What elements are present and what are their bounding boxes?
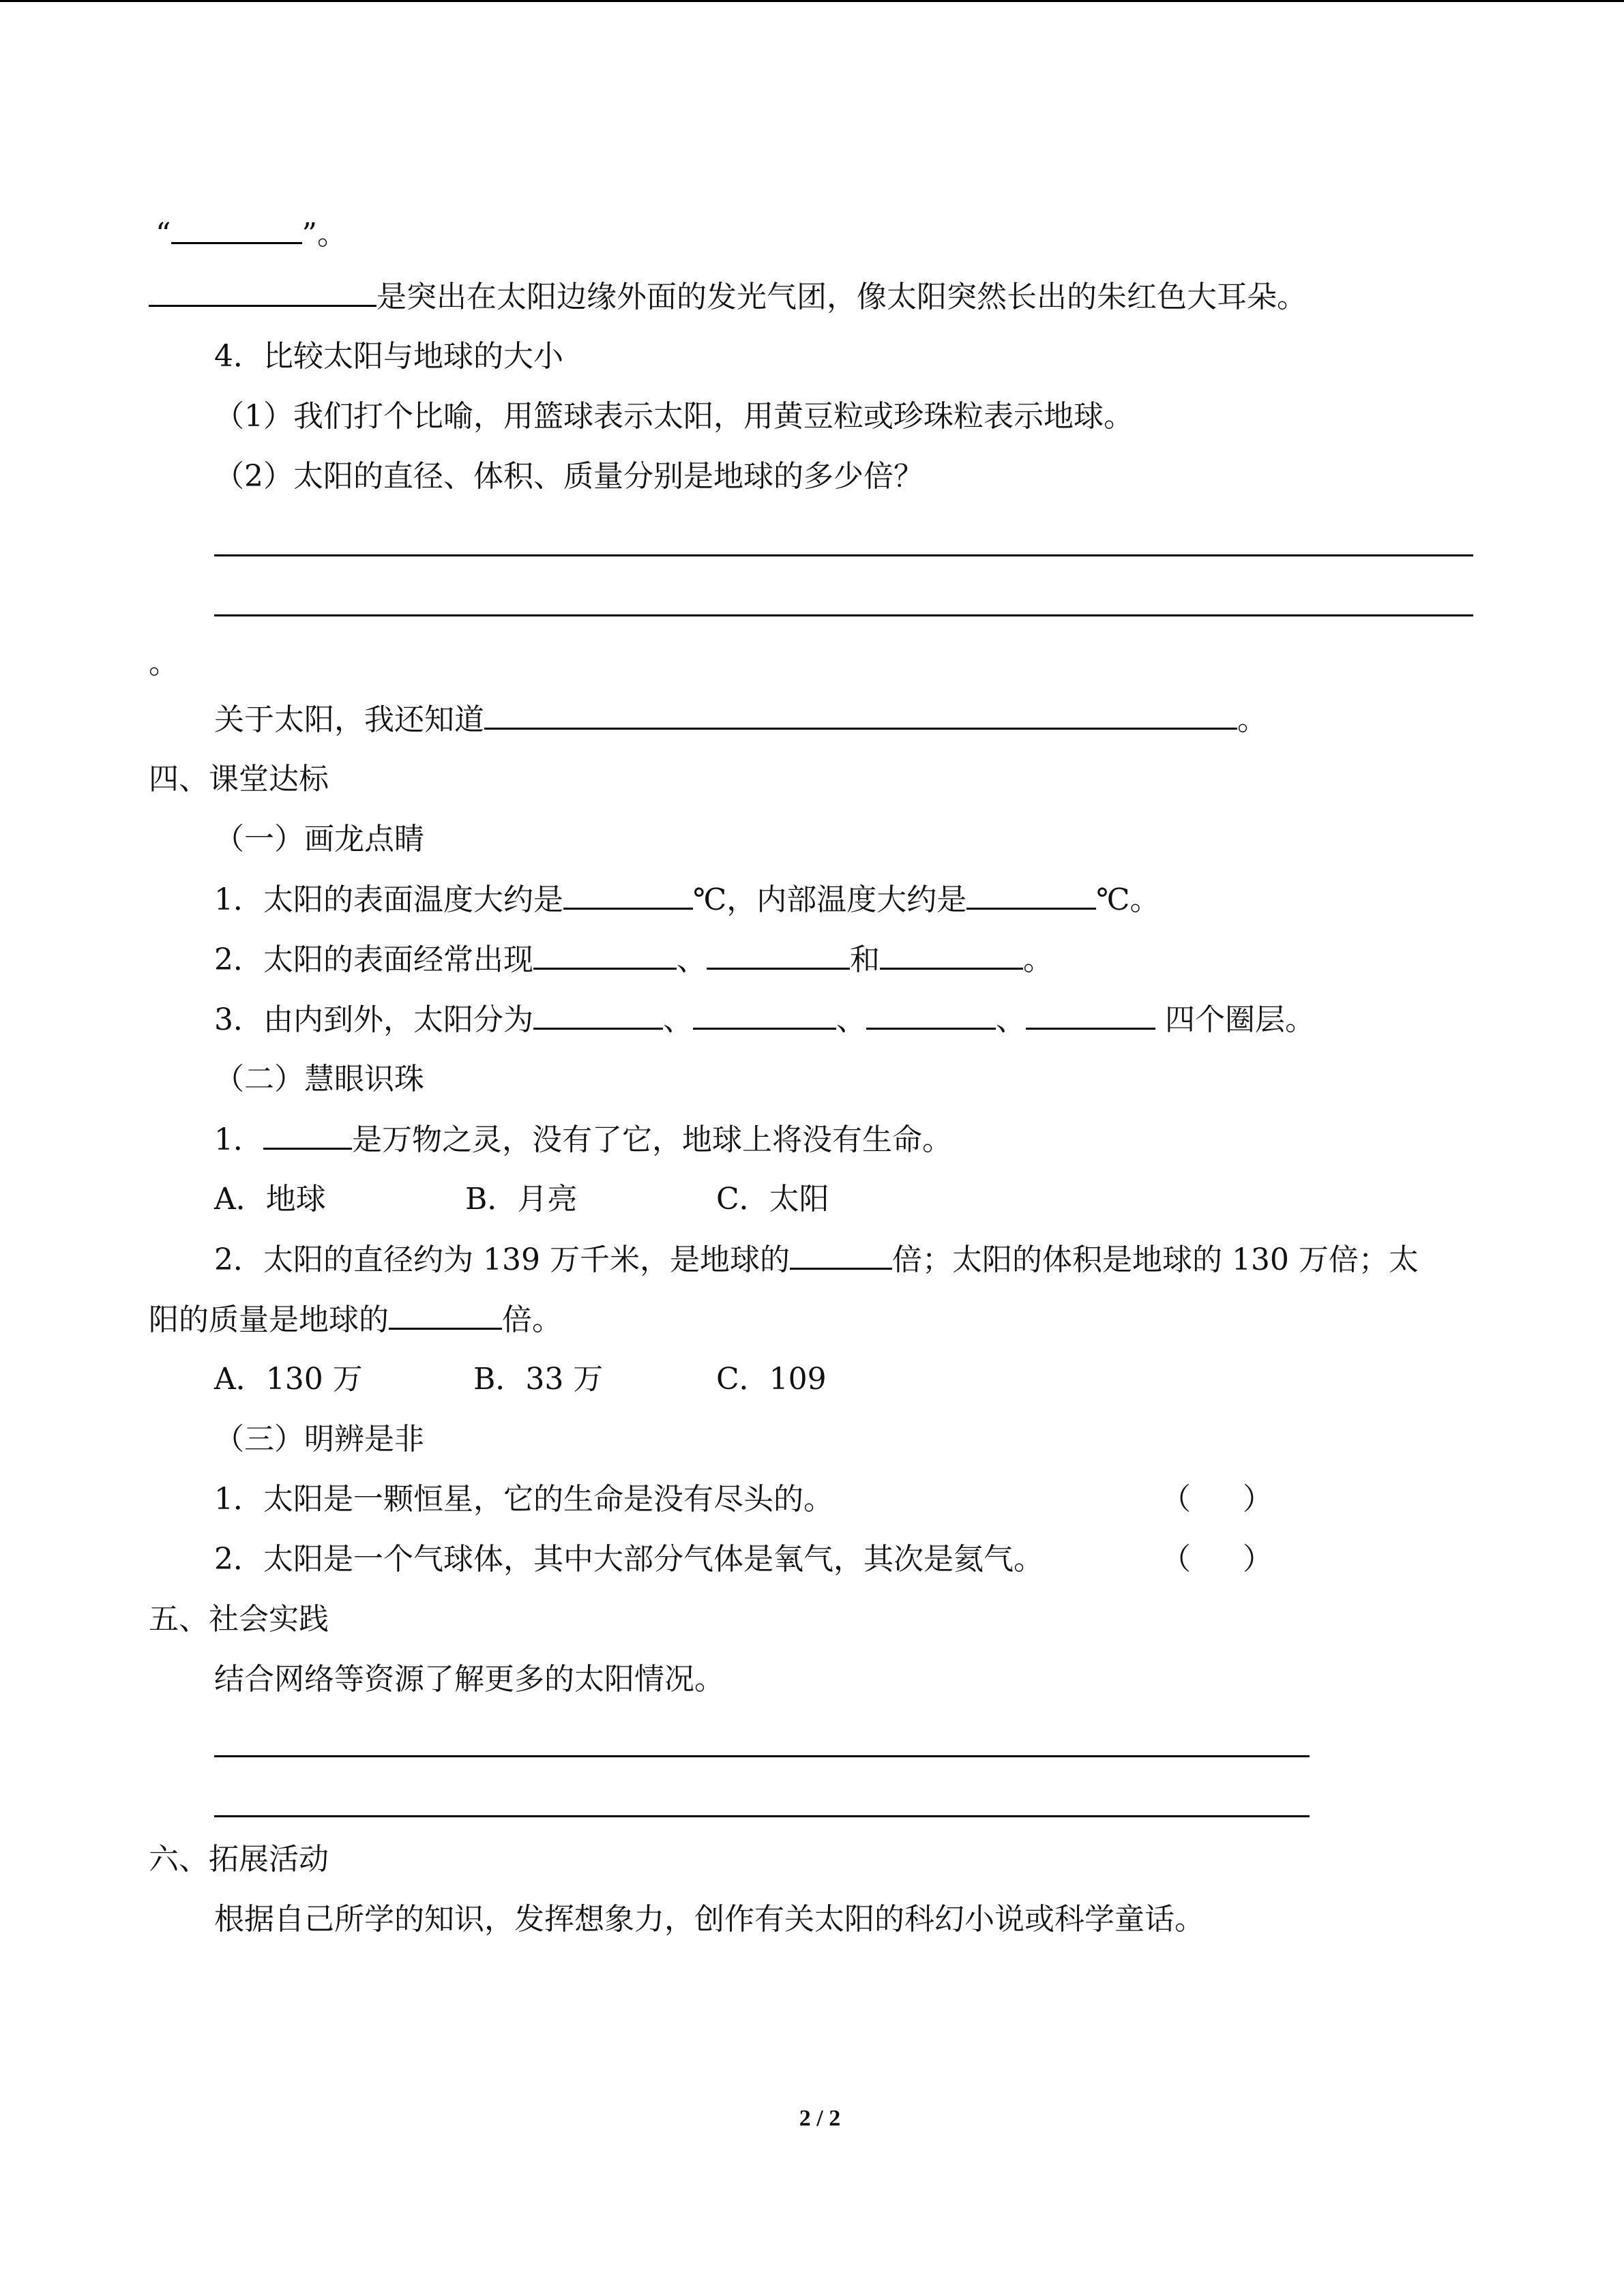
answer-blank[interactable] xyxy=(707,939,850,970)
item4-sub1: （1）我们打个比喻，用篮球表示太阳，用黄豆粒或珍珠粒表示地球。 xyxy=(214,399,1134,434)
separator: 、 xyxy=(663,1002,693,1037)
answer-blank[interactable] xyxy=(263,1119,352,1150)
choice-q1 xyxy=(214,1119,952,1160)
answer-blank[interactable] xyxy=(563,879,693,910)
q-text: 和 xyxy=(850,942,880,977)
answer-parens[interactable] xyxy=(1161,1479,1273,1520)
answer-blank[interactable] xyxy=(171,213,302,244)
judge-q2: 2．太阳是一个气球体，其中大部分气体是氧气，其次是氦气。 xyxy=(214,1542,1044,1577)
answer-blank[interactable] xyxy=(966,879,1096,910)
part2-title: （二）慧眼识珠 xyxy=(214,1062,424,1097)
answer-blank[interactable] xyxy=(790,1239,892,1270)
part3-title: （三）明辨是非 xyxy=(214,1422,424,1457)
answer-rule[interactable] xyxy=(214,1815,1310,1817)
answer-blank[interactable] xyxy=(533,939,677,970)
q-text: 1． xyxy=(214,1122,263,1157)
prominence-text: 是突出在太阳边缘外面的发光气团，像太阳突然长出的朱红色大耳朵。 xyxy=(377,280,1307,314)
paren-open: （ xyxy=(1161,1482,1191,1517)
option-a[interactable]: A．130 万 xyxy=(214,1362,363,1397)
fill-q3 xyxy=(214,999,1315,1040)
option-b[interactable]: B．33 万 xyxy=(473,1362,604,1397)
answer-blank[interactable] xyxy=(880,939,1023,970)
know-prefix: 关于太阳，我还知道 xyxy=(214,702,484,737)
quote-close: ”。 xyxy=(301,217,347,252)
part1-title: （一）画龙点睛 xyxy=(214,822,424,856)
option-c[interactable]: C．太阳 xyxy=(716,1182,829,1217)
q-text: 。 xyxy=(1023,942,1053,977)
paren-close: ） xyxy=(1243,1482,1273,1517)
q-text: 2．太阳的表面经常出现 xyxy=(214,942,533,977)
answer-blank[interactable] xyxy=(149,276,377,307)
q-text: 1．太阳的表面温度大约是 xyxy=(214,882,563,917)
option-c[interactable]: C．109 xyxy=(716,1362,827,1397)
quote-open: “ xyxy=(156,217,171,252)
fill-q1 xyxy=(214,879,1160,920)
answer-blank[interactable] xyxy=(693,999,836,1030)
answer-rule[interactable] xyxy=(214,554,1473,556)
choice-q2-line1 xyxy=(214,1239,1419,1280)
item4-title: 4．比较太阳与地球的大小 xyxy=(214,339,563,374)
separator: 、 xyxy=(677,942,707,977)
q-text: 是万物之灵，没有了它，地球上将没有生命。 xyxy=(352,1122,952,1157)
section6-text: 根据自己所学的知识，发挥想象力，创作有关太阳的科幻小说或科学童话。 xyxy=(214,1902,1205,1937)
section6-title: 六、拓展活动 xyxy=(149,1842,329,1877)
q-text: 阳的质量是地球的 xyxy=(149,1302,389,1337)
q-text: 2．太阳的直径约为 139 万千米，是地球的 xyxy=(214,1242,790,1277)
paren-open: （ xyxy=(1161,1542,1191,1577)
q-text: ℃，内部温度大约是 xyxy=(693,882,967,917)
judge-q1: 1．太阳是一颗恒星，它的生命是没有尽头的。 xyxy=(214,1482,833,1517)
paren-close: ） xyxy=(1243,1542,1273,1577)
section5-text: 结合网络等资源了解更多的太阳情况。 xyxy=(214,1662,724,1697)
q-text: 四个圈层。 xyxy=(1155,1002,1315,1037)
q-text: 倍。 xyxy=(502,1302,562,1337)
answer-blank[interactable] xyxy=(389,1299,502,1330)
option-a[interactable]: A．地球 xyxy=(214,1182,326,1217)
prominence-line xyxy=(149,276,1307,317)
page-number: 2 / 2 xyxy=(799,2106,841,2131)
item4-sub2: （2）太阳的直径、体积、质量分别是地球的多少倍？ xyxy=(214,459,924,494)
option-b[interactable]: B．月亮 xyxy=(465,1182,578,1217)
know-suffix: 。 xyxy=(1237,702,1267,737)
q-text: ℃。 xyxy=(1096,882,1160,917)
q-text: 倍；太阳的体积是地球的 130 万倍；太 xyxy=(891,1242,1419,1277)
know-line xyxy=(214,699,1267,740)
answer-rule[interactable] xyxy=(214,1755,1310,1757)
answer-parens[interactable] xyxy=(1161,1539,1273,1580)
section5-title: 五、社会实践 xyxy=(149,1602,329,1637)
choice-q2-line2 xyxy=(149,1299,562,1340)
fill-q2 xyxy=(214,939,1053,980)
section4-title: 四、课堂达标 xyxy=(149,762,329,796)
answer-rule[interactable] xyxy=(214,614,1473,616)
separator: 、 xyxy=(836,1002,866,1037)
answer-blank[interactable] xyxy=(533,999,663,1030)
q-text: 3．由内到外，太阳分为 xyxy=(214,1002,533,1037)
separator: 、 xyxy=(996,1002,1026,1037)
answer-blank[interactable] xyxy=(866,999,996,1030)
stray-period: 。 xyxy=(149,646,179,681)
quote-blank-line xyxy=(156,213,347,254)
answer-blank[interactable] xyxy=(484,699,1237,730)
answer-blank[interactable] xyxy=(1026,999,1155,1030)
